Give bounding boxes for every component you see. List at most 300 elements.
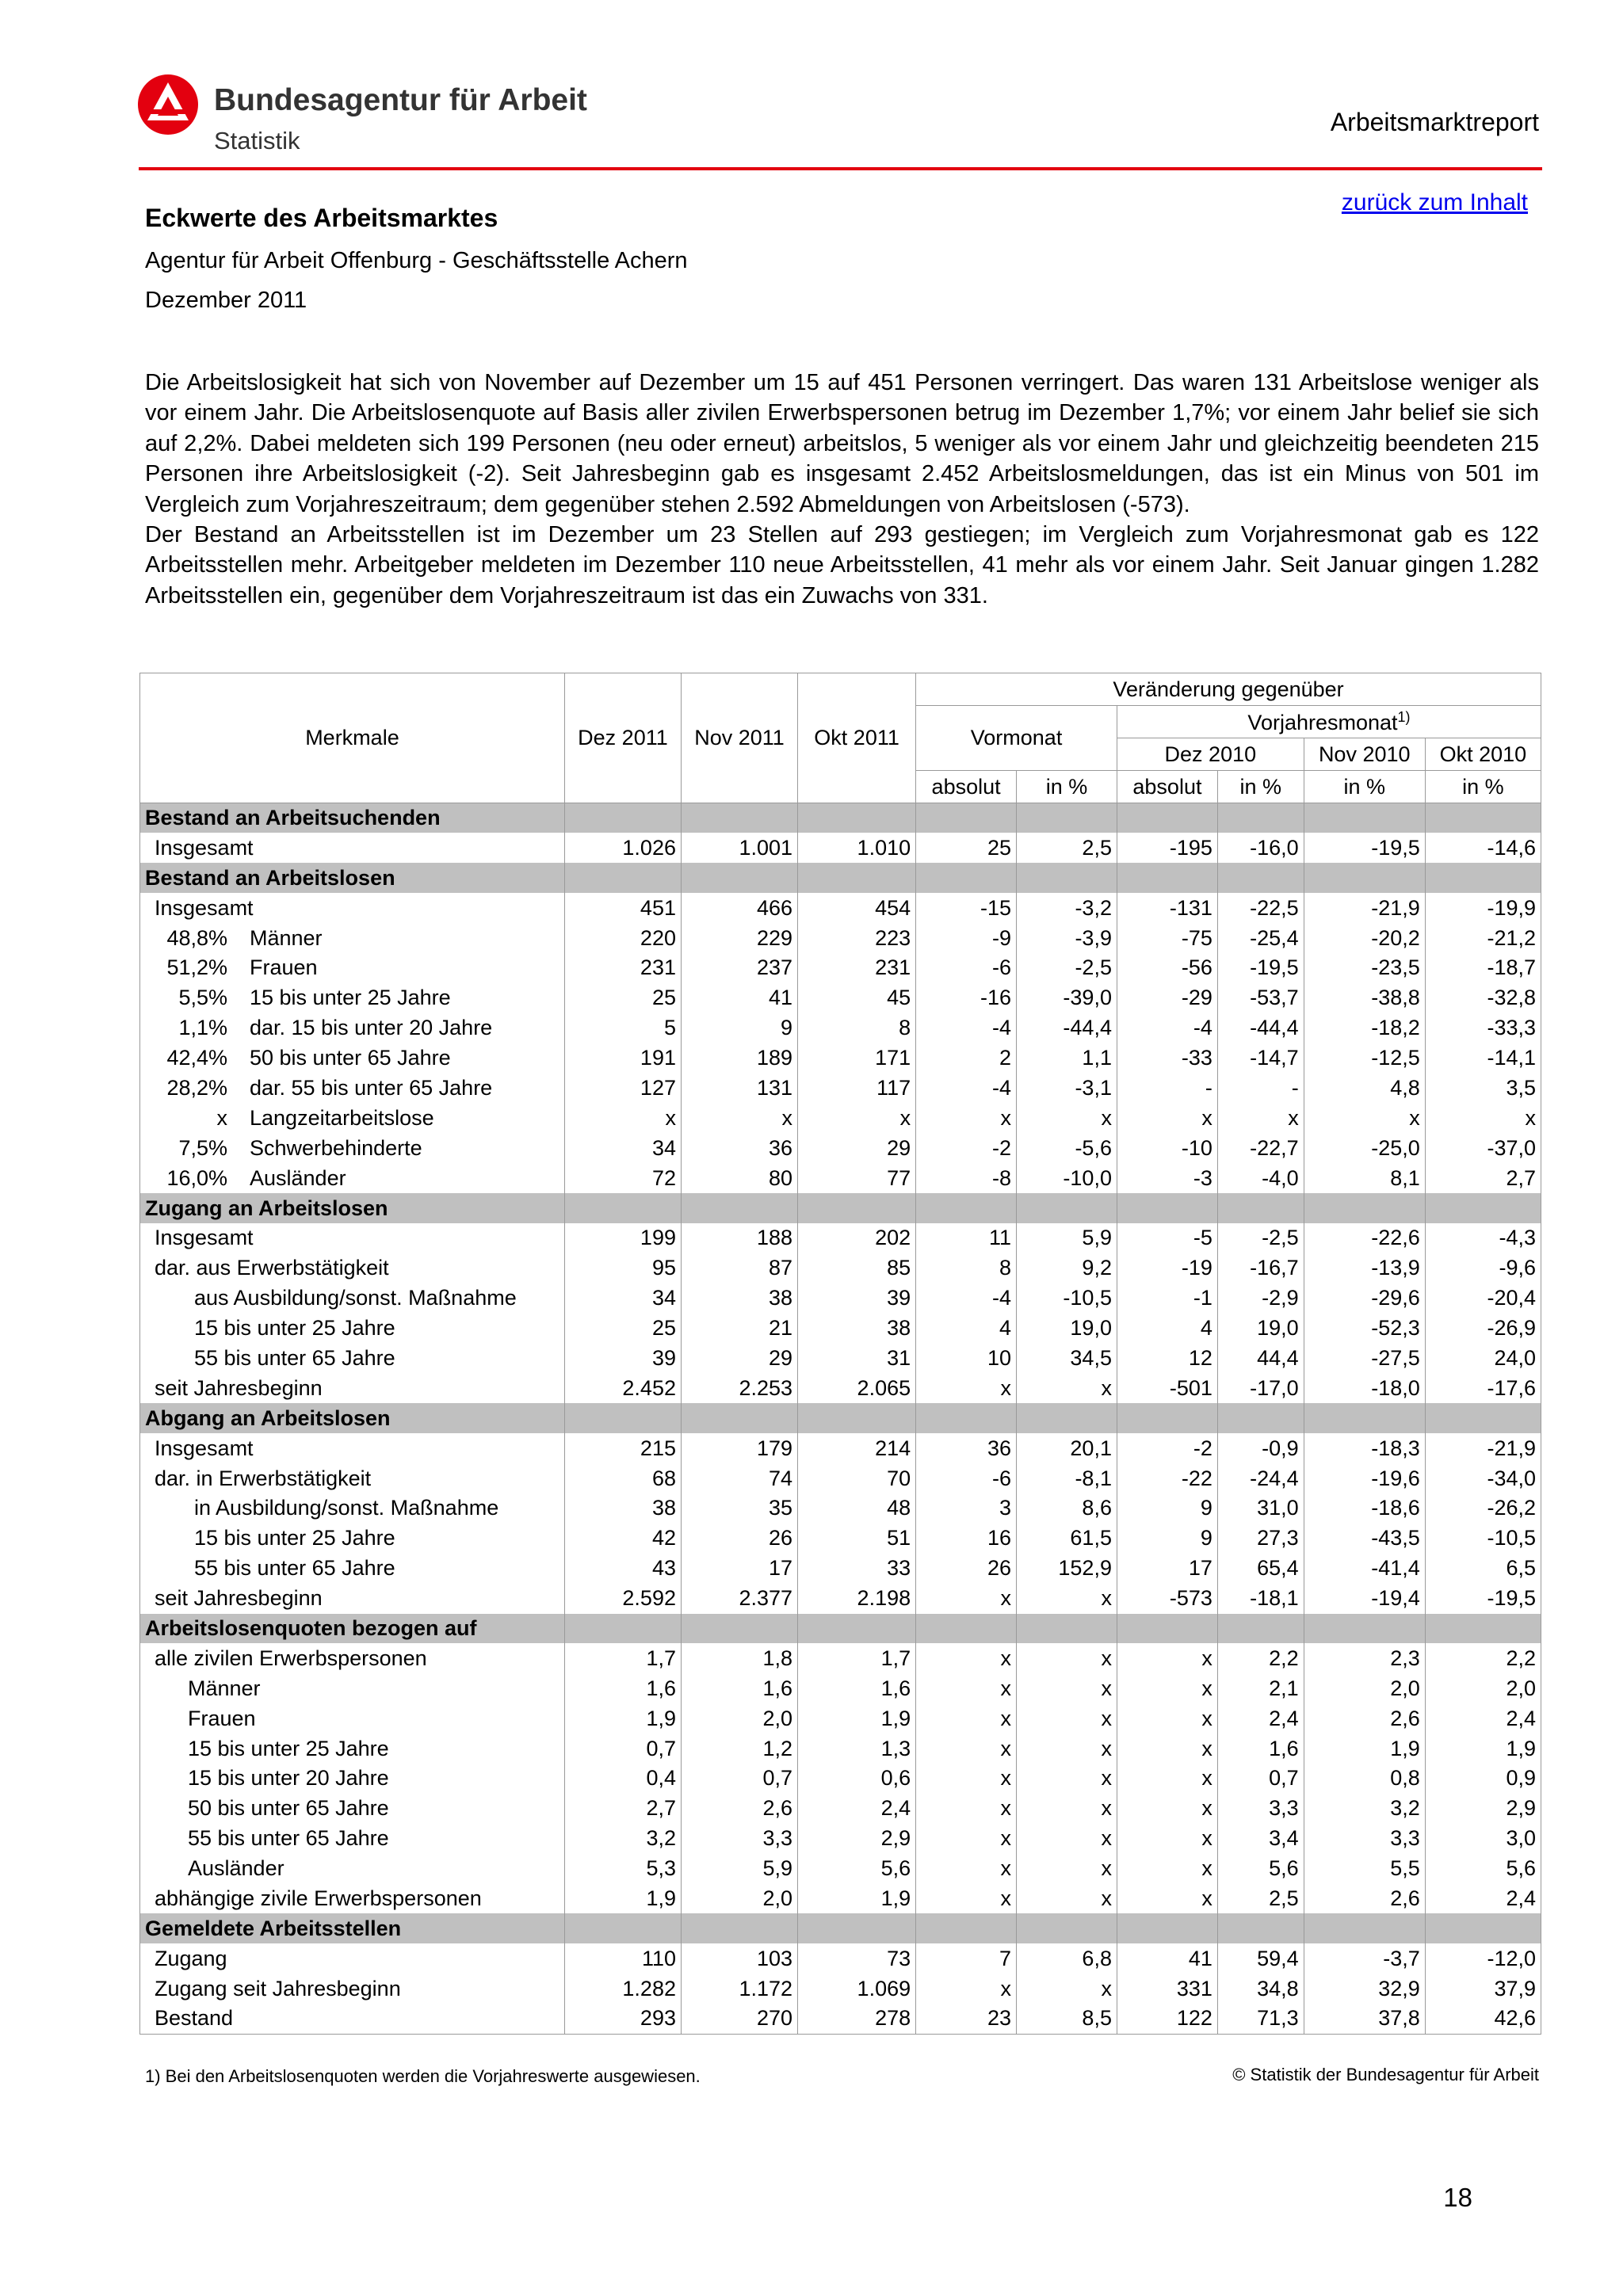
value-cell: 16 xyxy=(916,1524,1017,1554)
value-cell: 3,0 xyxy=(1425,1824,1541,1854)
value-cell: 2,6 xyxy=(1304,1884,1425,1914)
value-cell: -16,7 xyxy=(1217,1253,1304,1283)
value-cell: 191 xyxy=(564,1043,681,1074)
table-row xyxy=(140,1943,1541,1974)
value-cell: 2,2 xyxy=(1217,1643,1304,1673)
report-title: Arbeitsmarktreport xyxy=(1330,108,1539,136)
value-cell: -19,9 xyxy=(1425,893,1541,923)
value-cell: 451 xyxy=(564,893,681,923)
value-cell: 2.253 xyxy=(681,1373,797,1403)
row-label: 15 bis unter 25 Jahre xyxy=(188,1736,389,1760)
value-cell: 41 xyxy=(1117,1943,1217,1974)
value-cell: 8 xyxy=(798,1013,916,1043)
value-cell: 34 xyxy=(564,1283,681,1314)
value-cell: 189 xyxy=(681,1043,797,1074)
row-label: dar. aus Erwerbstätigkeit xyxy=(155,1256,389,1280)
value-cell: -19 xyxy=(1117,1253,1217,1283)
value-cell: -16,0 xyxy=(1217,833,1304,863)
value-cell: x xyxy=(916,1584,1017,1614)
value-cell: 3,2 xyxy=(564,1824,681,1854)
value-cell: 1,6 xyxy=(681,1673,797,1703)
value-cell: 3,3 xyxy=(681,1824,797,1854)
value-cell: 2,0 xyxy=(1304,1673,1425,1703)
value-cell: 77 xyxy=(798,1163,916,1193)
row-label-cell xyxy=(140,1043,565,1074)
row-label-cell xyxy=(140,1943,565,1974)
value-cell: 19,0 xyxy=(1217,1314,1304,1344)
section-cell xyxy=(1217,1614,1304,1644)
value-cell: 36 xyxy=(681,1133,797,1163)
section-cell xyxy=(916,1403,1017,1433)
value-cell: x xyxy=(1017,1764,1117,1794)
value-cell: x xyxy=(1117,1824,1217,1854)
value-cell: x xyxy=(916,1103,1017,1133)
table-row xyxy=(140,1733,1541,1764)
header-nov2010: Nov 2010 xyxy=(1304,738,1425,771)
value-cell: x xyxy=(916,1673,1017,1703)
value-cell: -3 xyxy=(1117,1163,1217,1193)
value-cell: 293 xyxy=(564,2004,681,2034)
value-cell: -2 xyxy=(916,1133,1017,1163)
value-cell: 1,7 xyxy=(564,1643,681,1673)
table-row xyxy=(140,1463,1541,1493)
value-cell: 2,0 xyxy=(1425,1673,1541,1703)
section-cell xyxy=(1217,803,1304,833)
value-cell: x xyxy=(1117,1703,1217,1733)
row-label-cell xyxy=(140,1524,565,1554)
row-label: 55 bis unter 65 Jahre xyxy=(194,1556,395,1581)
value-cell: -29,6 xyxy=(1304,1283,1425,1314)
value-cell: -14,7 xyxy=(1217,1043,1304,1074)
section-cell xyxy=(564,803,681,833)
value-cell: -4,3 xyxy=(1425,1223,1541,1253)
section-header-row xyxy=(140,863,1541,893)
row-label: Frauen xyxy=(250,955,318,980)
value-cell: 31 xyxy=(798,1344,916,1374)
row-label: in Ausbildung/sonst. Maßnahme xyxy=(194,1496,499,1520)
value-cell: 1,6 xyxy=(564,1673,681,1703)
value-cell: 9 xyxy=(1117,1493,1217,1524)
value-cell: 32,9 xyxy=(1304,1974,1425,2004)
value-cell: 2 xyxy=(916,1043,1017,1074)
section-cell xyxy=(916,1913,1017,1943)
value-cell: 25 xyxy=(564,983,681,1013)
value-cell: 2,0 xyxy=(681,1884,797,1914)
value-cell: 1.282 xyxy=(564,1974,681,2004)
value-cell: 1,7 xyxy=(798,1643,916,1673)
value-cell: 25 xyxy=(564,1314,681,1344)
value-cell: 2.377 xyxy=(681,1584,797,1614)
value-cell: -33,3 xyxy=(1425,1013,1541,1043)
value-cell: 122 xyxy=(1117,2004,1217,2034)
value-cell: 2.198 xyxy=(798,1584,916,1614)
value-cell: 80 xyxy=(681,1163,797,1193)
value-cell: x xyxy=(1304,1103,1425,1133)
value-cell: x xyxy=(1017,1794,1117,1824)
back-to-contents-link[interactable]: zurück zum Inhalt xyxy=(1341,189,1528,215)
value-cell: -22,7 xyxy=(1217,1133,1304,1163)
section-cell xyxy=(798,863,916,893)
value-cell: -44,4 xyxy=(1217,1013,1304,1043)
value-cell: -14,1 xyxy=(1425,1043,1541,1074)
value-cell: x xyxy=(798,1103,916,1133)
value-cell: 42 xyxy=(564,1524,681,1554)
value-cell: -4 xyxy=(1117,1013,1217,1043)
value-cell: -2,5 xyxy=(1017,953,1117,983)
value-cell: -21,2 xyxy=(1425,923,1541,953)
value-cell: x xyxy=(1017,1854,1117,1884)
row-label-cell xyxy=(140,983,565,1013)
value-cell: 2,4 xyxy=(1217,1703,1304,1733)
value-cell: 19,0 xyxy=(1017,1314,1117,1344)
value-cell: 17 xyxy=(1117,1554,1217,1584)
section-cell xyxy=(564,1913,681,1943)
section-cell xyxy=(681,1913,797,1943)
section-cell xyxy=(1425,1614,1541,1644)
value-cell: x xyxy=(681,1103,797,1133)
value-cell: 2,7 xyxy=(564,1794,681,1824)
value-cell: 9 xyxy=(681,1013,797,1043)
table-row xyxy=(140,1554,1541,1584)
value-cell: -13,9 xyxy=(1304,1253,1425,1283)
table-row xyxy=(140,1373,1541,1403)
section-cell xyxy=(1017,1614,1117,1644)
value-cell: 278 xyxy=(798,2004,916,2034)
value-cell: 2.065 xyxy=(798,1373,916,1403)
row-label-cell xyxy=(140,1854,565,1884)
row-label-cell xyxy=(140,1794,565,1824)
table-row xyxy=(140,1673,1541,1703)
share-percent: 1,1% xyxy=(178,1016,227,1040)
row-label-cell xyxy=(140,1314,565,1344)
value-cell: 5,9 xyxy=(1017,1223,1117,1253)
value-cell: 3,3 xyxy=(1217,1794,1304,1824)
value-cell: -18,6 xyxy=(1304,1493,1425,1524)
row-label: alle zivilen Erwerbspersonen xyxy=(155,1646,427,1670)
value-cell: x xyxy=(1117,1764,1217,1794)
value-cell: x xyxy=(916,1884,1017,1914)
value-cell: 12 xyxy=(1117,1344,1217,1374)
org-subtitle: Statistik xyxy=(214,127,300,154)
value-cell: -9 xyxy=(916,923,1017,953)
row-label-cell xyxy=(140,1074,565,1104)
value-cell: x xyxy=(916,1794,1017,1824)
section-header-row xyxy=(140,1614,1541,1644)
row-label-cell xyxy=(140,1163,565,1193)
value-cell: 5,3 xyxy=(564,1854,681,1884)
summary-text xyxy=(145,368,1539,611)
value-cell: 5,6 xyxy=(1425,1854,1541,1884)
row-label: Schwerbehinderte xyxy=(250,1135,422,1160)
value-cell: -501 xyxy=(1117,1373,1217,1403)
value-cell: 466 xyxy=(681,893,797,923)
copyright: © Statistik der Bundesagentur für Arbeit xyxy=(1232,2065,1539,2084)
section-cell xyxy=(1017,1193,1117,1223)
value-cell: 41 xyxy=(681,983,797,1013)
table-row xyxy=(140,2004,1541,2034)
row-label: 15 bis unter 25 Jahre xyxy=(194,1526,395,1550)
value-cell: 2,6 xyxy=(1304,1703,1425,1733)
value-cell: 25 xyxy=(916,833,1017,863)
header-divider xyxy=(139,167,1542,170)
value-cell: 85 xyxy=(798,1253,916,1283)
row-label: Bestand xyxy=(155,2006,234,2031)
share-percent: 51,2% xyxy=(166,955,227,980)
value-cell: 1,6 xyxy=(798,1673,916,1703)
value-cell: 454 xyxy=(798,893,916,923)
row-label-cell xyxy=(140,1463,565,1493)
value-cell: 179 xyxy=(681,1433,797,1463)
section-label: Arbeitslosenquoten bezogen auf xyxy=(140,1614,565,1644)
value-cell: x xyxy=(1017,1733,1117,1764)
value-cell: - xyxy=(1117,1074,1217,1104)
value-cell: 0,6 xyxy=(798,1764,916,1794)
value-cell: -37,0 xyxy=(1425,1133,1541,1163)
table-row xyxy=(140,1074,1541,1104)
row-label-cell xyxy=(140,1673,565,1703)
value-cell: -23,5 xyxy=(1304,953,1425,983)
section-header-row xyxy=(140,1193,1541,1223)
footnote: 1) Bei den Arbeitslosenquoten werden die Vorjahreswerte ausgewiesen. xyxy=(145,2066,701,2086)
section-cell xyxy=(1304,1403,1425,1433)
section-cell xyxy=(916,1614,1017,1644)
row-label-cell xyxy=(140,1223,565,1253)
row-label: 50 bis unter 65 Jahre xyxy=(188,1796,389,1821)
row-label: dar. in Erwerbstätigkeit xyxy=(155,1466,372,1490)
table-row xyxy=(140,1794,1541,1824)
value-cell: -8,1 xyxy=(1017,1463,1117,1493)
table-row xyxy=(140,1884,1541,1914)
row-label-cell xyxy=(140,1103,565,1133)
value-cell: 1,8 xyxy=(681,1643,797,1673)
header-in-percent: in % xyxy=(1304,771,1425,803)
value-cell: 2,6 xyxy=(681,1794,797,1824)
row-label: Insgesamt xyxy=(155,1436,254,1460)
value-cell: x xyxy=(1425,1103,1541,1133)
value-cell: 87 xyxy=(681,1253,797,1283)
section-cell xyxy=(1425,1193,1541,1223)
value-cell: 1.026 xyxy=(564,833,681,863)
value-cell: x xyxy=(564,1103,681,1133)
value-cell: 5,6 xyxy=(1217,1854,1304,1884)
value-cell: 215 xyxy=(564,1433,681,1463)
value-cell: 61,5 xyxy=(1017,1524,1117,1554)
value-cell: 9,2 xyxy=(1017,1253,1117,1283)
value-cell: 38 xyxy=(798,1314,916,1344)
section-cell xyxy=(1117,1193,1217,1223)
row-label: Frauen xyxy=(188,1706,256,1730)
value-cell: 24,0 xyxy=(1425,1344,1541,1374)
section-cell xyxy=(798,1403,916,1433)
section-cell xyxy=(798,1193,916,1223)
table-row xyxy=(140,983,1541,1013)
value-cell: 29 xyxy=(798,1133,916,1163)
value-cell: x xyxy=(916,1373,1017,1403)
value-cell: -38,8 xyxy=(1304,983,1425,1013)
value-cell: -3,9 xyxy=(1017,923,1117,953)
table-row xyxy=(140,1433,1541,1463)
value-cell: 51 xyxy=(798,1524,916,1554)
row-label: Insgesamt xyxy=(155,895,254,920)
row-label-cell xyxy=(140,1824,565,1854)
row-label: dar. 15 bis unter 20 Jahre xyxy=(250,1016,493,1040)
value-cell: 3 xyxy=(916,1493,1017,1524)
row-label-cell xyxy=(140,1373,565,1403)
section-label: Bestand an Arbeitslosen xyxy=(140,863,565,893)
value-cell: -10 xyxy=(1117,1133,1217,1163)
row-label-cell xyxy=(140,1283,565,1314)
value-cell: 3,2 xyxy=(1304,1794,1425,1824)
value-cell: -2,9 xyxy=(1217,1283,1304,1314)
value-cell: 152,9 xyxy=(1017,1554,1117,1584)
value-cell: -14,6 xyxy=(1425,833,1541,863)
value-cell: -19,5 xyxy=(1425,1584,1541,1614)
table-row xyxy=(140,1854,1541,1884)
value-cell: 2,7 xyxy=(1425,1163,1541,1193)
section-cell xyxy=(1017,863,1117,893)
value-cell: x xyxy=(1017,1884,1117,1914)
row-label-cell xyxy=(140,953,565,983)
row-label: 15 bis unter 25 Jahre xyxy=(194,1316,395,1341)
value-cell: -8 xyxy=(916,1163,1017,1193)
section-cell xyxy=(916,863,1017,893)
section-cell xyxy=(681,1614,797,1644)
header-vorjahresmonat: Vorjahresmonat$^{1)}$ xyxy=(1117,706,1541,738)
row-label: dar. 55 bis unter 65 Jahre xyxy=(250,1075,493,1100)
section-cell xyxy=(681,1193,797,1223)
value-cell: 3,5 xyxy=(1425,1074,1541,1104)
value-cell: 73 xyxy=(798,1943,916,1974)
value-cell: 38 xyxy=(681,1283,797,1314)
value-cell: 131 xyxy=(681,1074,797,1104)
value-cell: 2,4 xyxy=(798,1794,916,1824)
row-label: 55 bis unter 65 Jahre xyxy=(194,1345,395,1370)
header-in-percent: in % xyxy=(1425,771,1541,803)
value-cell: 103 xyxy=(681,1943,797,1974)
value-cell: -10,5 xyxy=(1425,1524,1541,1554)
table-body xyxy=(140,803,1541,2035)
value-cell: 229 xyxy=(681,923,797,953)
value-cell: 34,5 xyxy=(1017,1344,1117,1374)
value-cell: x xyxy=(916,1703,1017,1733)
row-label-cell xyxy=(140,893,565,923)
section-cell xyxy=(1117,803,1217,833)
value-cell: x xyxy=(1017,1373,1117,1403)
bundesagentur-logo-icon xyxy=(136,73,200,136)
value-cell: -26,2 xyxy=(1425,1493,1541,1524)
value-cell: 26 xyxy=(681,1524,797,1554)
row-label: 15 bis unter 25 Jahre xyxy=(250,986,451,1010)
value-cell: 59,4 xyxy=(1217,1943,1304,1974)
value-cell: -56 xyxy=(1117,953,1217,983)
value-cell: 43 xyxy=(564,1554,681,1584)
value-cell: x xyxy=(1117,1884,1217,1914)
section-cell xyxy=(564,1403,681,1433)
header-okt2010: Okt 2010 xyxy=(1425,738,1541,771)
value-cell: 95 xyxy=(564,1253,681,1283)
value-cell: x xyxy=(916,1974,1017,2004)
table-row xyxy=(140,1493,1541,1524)
value-cell: 2,0 xyxy=(681,1703,797,1733)
value-cell: 2,1 xyxy=(1217,1673,1304,1703)
value-cell: 1.172 xyxy=(681,1974,797,2004)
table-row xyxy=(140,1043,1541,1074)
table-row xyxy=(140,893,1541,923)
value-cell: 1,9 xyxy=(798,1884,916,1914)
table-row xyxy=(140,1584,1541,1614)
value-cell: -2 xyxy=(1117,1433,1217,1463)
row-label-cell xyxy=(140,1974,565,2004)
value-cell: 35 xyxy=(681,1493,797,1524)
report-period: Dezember 2011 xyxy=(145,288,307,313)
section-cell xyxy=(1117,863,1217,893)
section-cell xyxy=(564,863,681,893)
value-cell: 27,3 xyxy=(1217,1524,1304,1554)
value-cell: x xyxy=(1117,1794,1217,1824)
value-cell: -18,2 xyxy=(1304,1013,1425,1043)
value-cell: 331 xyxy=(1117,1974,1217,2004)
value-cell: 74 xyxy=(681,1463,797,1493)
value-cell: x xyxy=(1117,1854,1217,1884)
row-label: Ausländer xyxy=(188,1856,285,1881)
value-cell: x xyxy=(1217,1103,1304,1133)
section-cell xyxy=(1117,1913,1217,1943)
section-cell xyxy=(1304,1193,1425,1223)
value-cell: 8,1 xyxy=(1304,1163,1425,1193)
header-dez2010: Dez 2010 xyxy=(1117,738,1304,771)
value-cell: -4 xyxy=(916,1013,1017,1043)
row-label-cell xyxy=(140,833,565,863)
value-cell: -19,4 xyxy=(1304,1584,1425,1614)
section-cell xyxy=(564,1614,681,1644)
value-cell: 2,2 xyxy=(1425,1643,1541,1673)
value-cell: -24,4 xyxy=(1217,1463,1304,1493)
value-cell: -6 xyxy=(916,1463,1017,1493)
header-nov2011: Nov 2011 xyxy=(681,673,797,803)
header-dez2011: Dez 2011 xyxy=(564,673,681,803)
row-label: 50 bis unter 65 Jahre xyxy=(250,1046,451,1070)
value-cell: -12,5 xyxy=(1304,1043,1425,1074)
value-cell: 2,9 xyxy=(798,1824,916,1854)
value-cell: 1.010 xyxy=(798,833,916,863)
value-cell: -17,0 xyxy=(1217,1373,1304,1403)
value-cell: 8,5 xyxy=(1017,2004,1117,2034)
row-label: seit Jahresbeginn xyxy=(155,1375,323,1400)
value-cell: -3,2 xyxy=(1017,893,1117,923)
value-cell: 1,6 xyxy=(1217,1733,1304,1764)
table-row xyxy=(140,953,1541,983)
table-row xyxy=(140,1253,1541,1283)
value-cell: 1,3 xyxy=(798,1733,916,1764)
value-cell: -18,0 xyxy=(1304,1373,1425,1403)
value-cell: 72 xyxy=(564,1163,681,1193)
value-cell: 0,8 xyxy=(1304,1764,1425,1794)
value-cell: 29 xyxy=(681,1344,797,1374)
value-cell: x xyxy=(916,1733,1017,1764)
row-label: Zugang seit Jahresbeginn xyxy=(155,1976,401,2000)
value-cell: 110 xyxy=(564,1943,681,1974)
section-cell xyxy=(1304,1913,1425,1943)
value-cell: -21,9 xyxy=(1304,893,1425,923)
section-cell xyxy=(1425,863,1541,893)
value-cell: 1,1 xyxy=(1017,1043,1117,1074)
value-cell: 10 xyxy=(916,1344,1017,1374)
value-cell: -6 xyxy=(916,953,1017,983)
value-cell: x xyxy=(1017,1643,1117,1673)
summary-paragraph: Die Arbeitslosigkeit hat sich von November auf Dezember um 15 auf 451 Personen verringert. Das waren 131 Arbeitslose weniger als vor einem Jahr. Die Arbeitslosenquote auf Basis aller zivilen Erwerbspersonen betrug im Dezember 1,7%; vor einem Jahr belief sie sich auf 2,2%. Dabei meldeten sich 199 Personen (neu oder erneut) arbeitslos, 5 weniger als vor einem Jahr und gleichzeitig beendeten 215 Personen ihre Arbeitslosigkeit (-2). Seit Jahresbeginn gab es insgesamt 2.452 Arbeitslosmeldungen, das ist ein Minus von 501 im Vergleich zum Vorjahreszeitraum; dem gegenüber stehen 2.592 Abmeldungen von Arbeitslosen (-573). xyxy=(145,370,1539,517)
value-cell: -4,0 xyxy=(1217,1163,1304,1193)
value-cell: 2,3 xyxy=(1304,1643,1425,1673)
